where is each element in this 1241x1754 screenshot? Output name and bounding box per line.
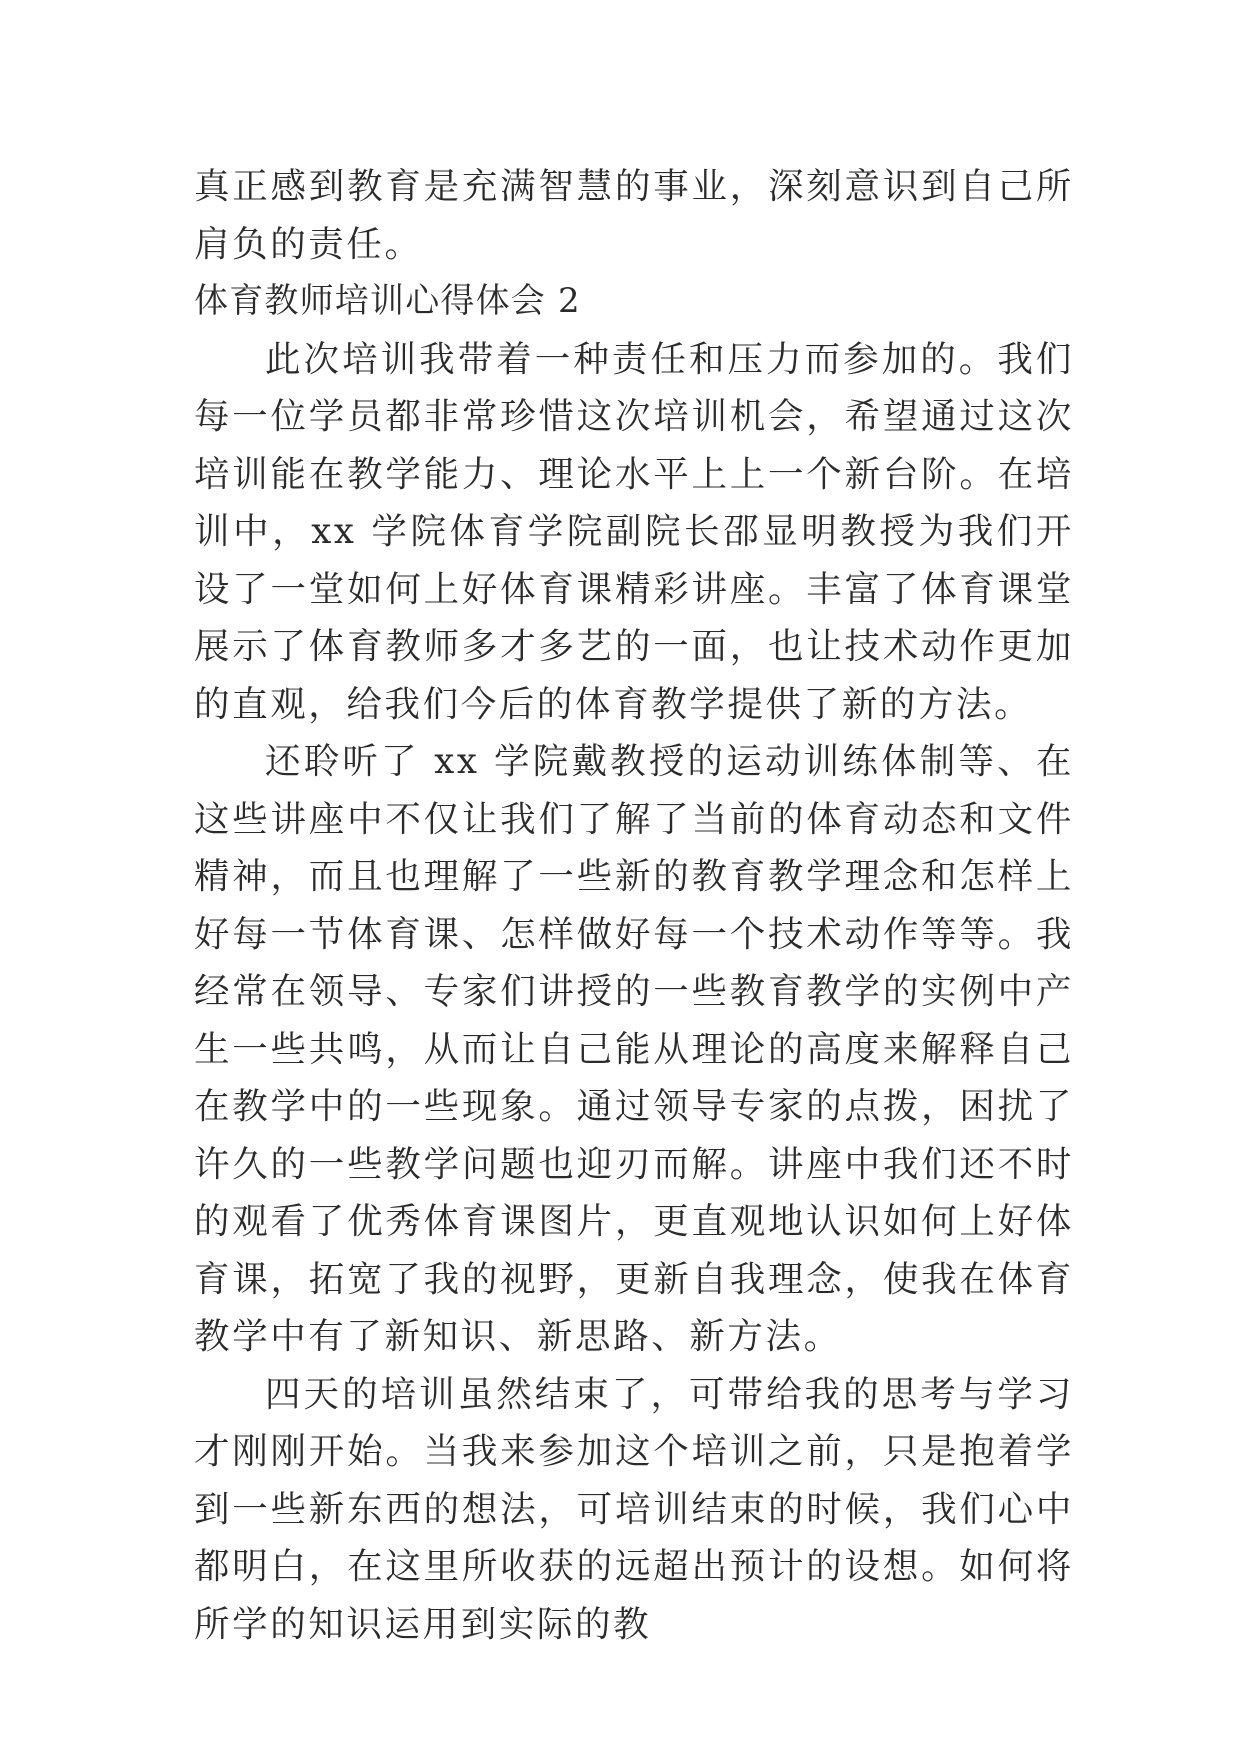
section-heading: 体育教师培训心得体会 2: [194, 281, 581, 321]
body-paragraph-3: 四天的培训虽然结束了，可带给我的思考与学习才刚刚开始。当我来参加这个培训之前，只是抱着学到一些新东西的想法，可培训结束的时候，我们心中都明白，在这里所收获的远超出预计的设想。如何将所学的知识运用到实际的教: [194, 1373, 1074, 1645]
body-paragraph-2: 还聆听了 xx 学院戴教授的运动训练体制等、在这些讲座中不仅让我们了解了当前的体育动态和文件精神，而且也理解了一些新的教育教学理念和怎样上好每一节体育课、怎样做好每一个技术动作等等。我经常在领导、专家们讲授的一些教育教学的实例中产生一些共鸣，从而让自己能从理论的高度来解释自己在教学中的一些现象。通过领导专家的点拨，困扰了许久的一些教学问题也迎刃而解。讲座中我们还不时的观看了优秀体育课图片，更直观地认识如何上好体育课，拓宽了我的视野，更新自我理念，使我在体育教学中有了新知识、新思路、新方法。: [194, 741, 1074, 1357]
continuation-paragraph: 真正感到教育是充满智慧的事业，深刻意识到自己所肩负的责任。: [194, 166, 1074, 265]
body-paragraph-1: 此次培训我带着一种责任和压力而参加的。我们每一位学员都非常珍惜这次培训机会，希望通过这次培训能在教学能力、理论水平上上一个新台阶。在培训中，xx 学院体育学院副院长邵显明教授为我们开设了一堂如何上好体育课精彩讲座。丰富了体育课堂展示了体育教师多才多艺的一面，也让技术动作更加的直观，给我们今后的体育教学提供了新的方法。: [194, 338, 1074, 725]
document-body: [194, 158, 1074, 1653]
